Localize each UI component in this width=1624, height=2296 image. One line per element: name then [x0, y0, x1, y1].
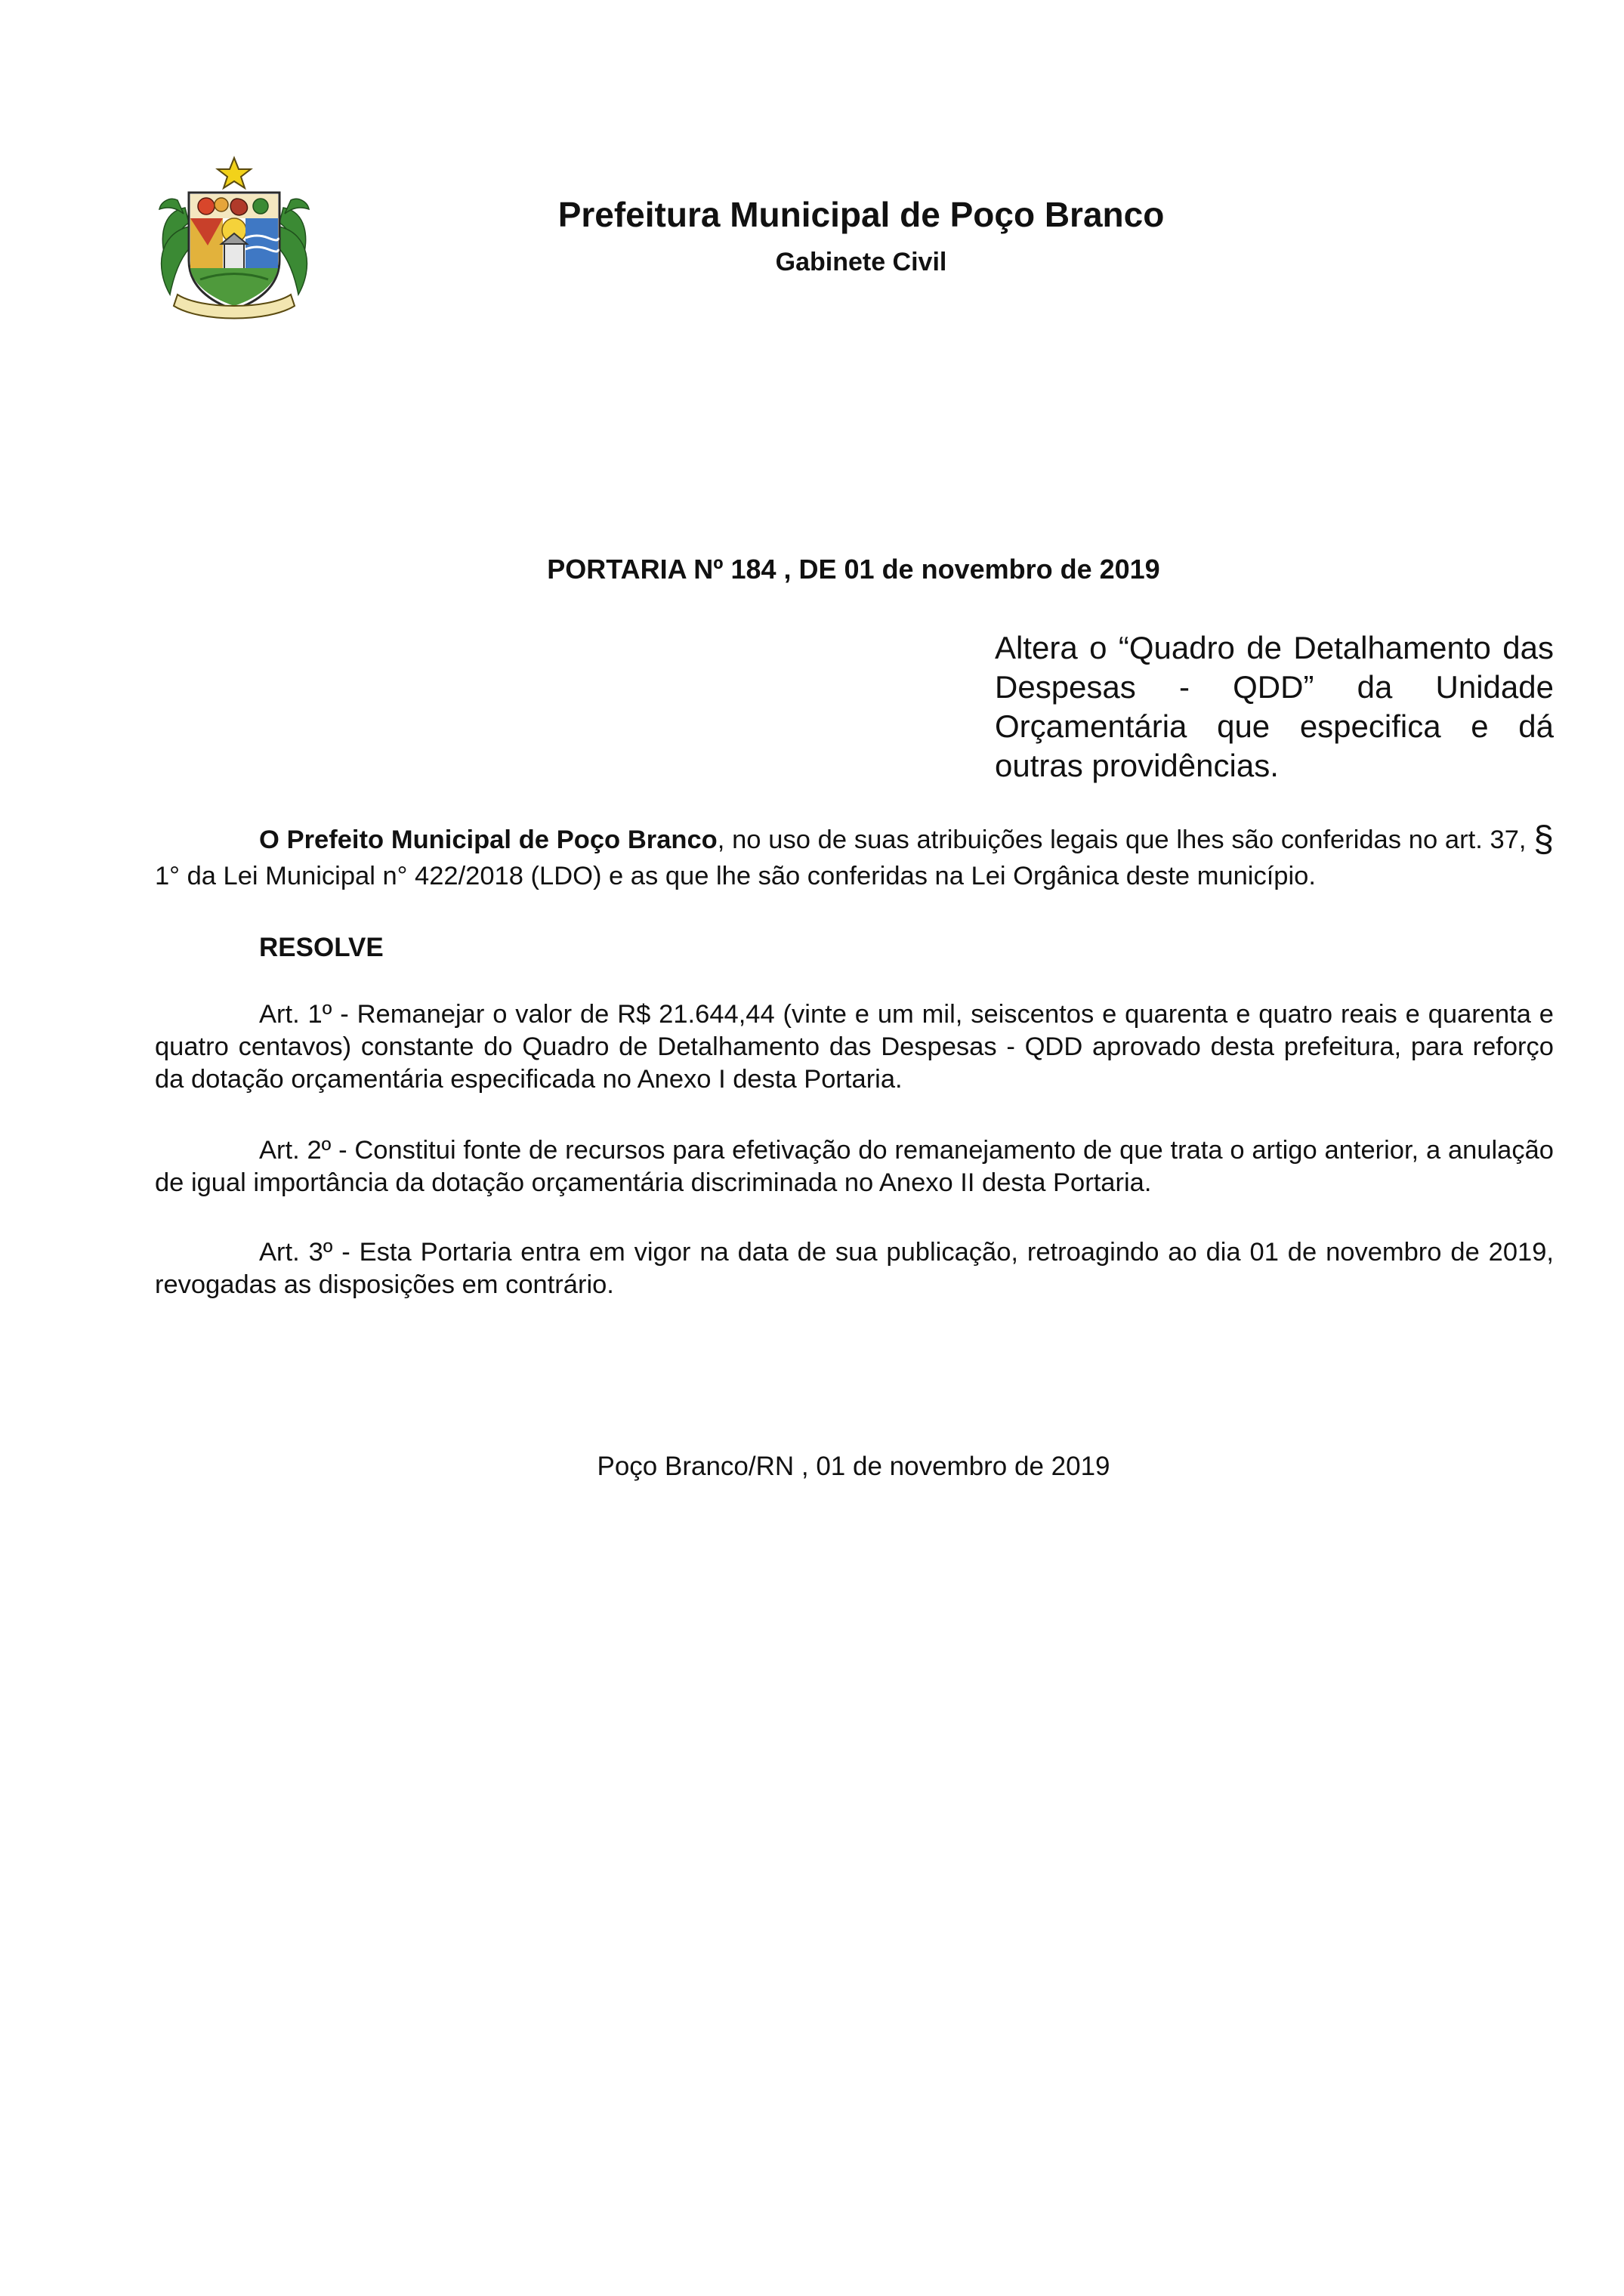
section-symbol: § [1533, 819, 1554, 859]
preamble-text-b: 1° da Lei Municipal n° 422/2018 (LDO) e as que lhe são conferidas na Lei Orgânica deste município. [155, 862, 1316, 890]
preamble-paragraph [155, 819, 1554, 894]
resolve-heading: RESOLVE [259, 933, 384, 962]
header-title: Prefeitura Municipal de Poço Branco [557, 195, 1165, 234]
preamble-bold-lead: O Prefeito Municipal de Poço Branco [259, 826, 718, 854]
preamble-text-a: , no uso de suas atribuições legais que lhes são conferidas no art. 37, [717, 826, 1534, 854]
article-1-paragraph: Art. 1º - Remanejar o valor de R$ 21.644,44 (vinte e um mil, seiscentos e quarenta e quatro reais e quarenta e quatro centavos) constante do Quadro de Detalhamento das Despesas - QDD aprovado desta prefeitura, para reforço da dotação orçamentária especificada no Anexo I desta Portaria. [155, 1000, 1554, 1094]
portaria-title: PORTARIA Nº 184 , DE 01 de novembro de 2019 [547, 554, 1160, 585]
article-2-paragraph: Art. 2º - Constitui fonte de recursos para efetivação do remanejamento de que trata o artigo anterior, a anulação de igual importância da dotação orçamentária discriminada no Anexo II desta Portaria. [155, 1136, 1554, 1197]
article-3-paragraph: Art. 3º - Esta Portaria entra em vigor na data de sua publicação, retroagindo ao dia 01 de novembro de 2019, revogadas as disposições em contrário. [155, 1238, 1554, 1299]
municipal-coat-of-arms-icon [155, 155, 313, 325]
ementa-paragraph: Altera o “Quadro de Detalhamento das Despesas - QDD” da Unidade Orçamentária que especifica e dá outras providências. [995, 630, 1554, 783]
place-date-line: Poço Branco/RN , 01 de novembro de 2019 [597, 1452, 1110, 1481]
header-subtitle: Gabinete Civil [775, 248, 947, 276]
